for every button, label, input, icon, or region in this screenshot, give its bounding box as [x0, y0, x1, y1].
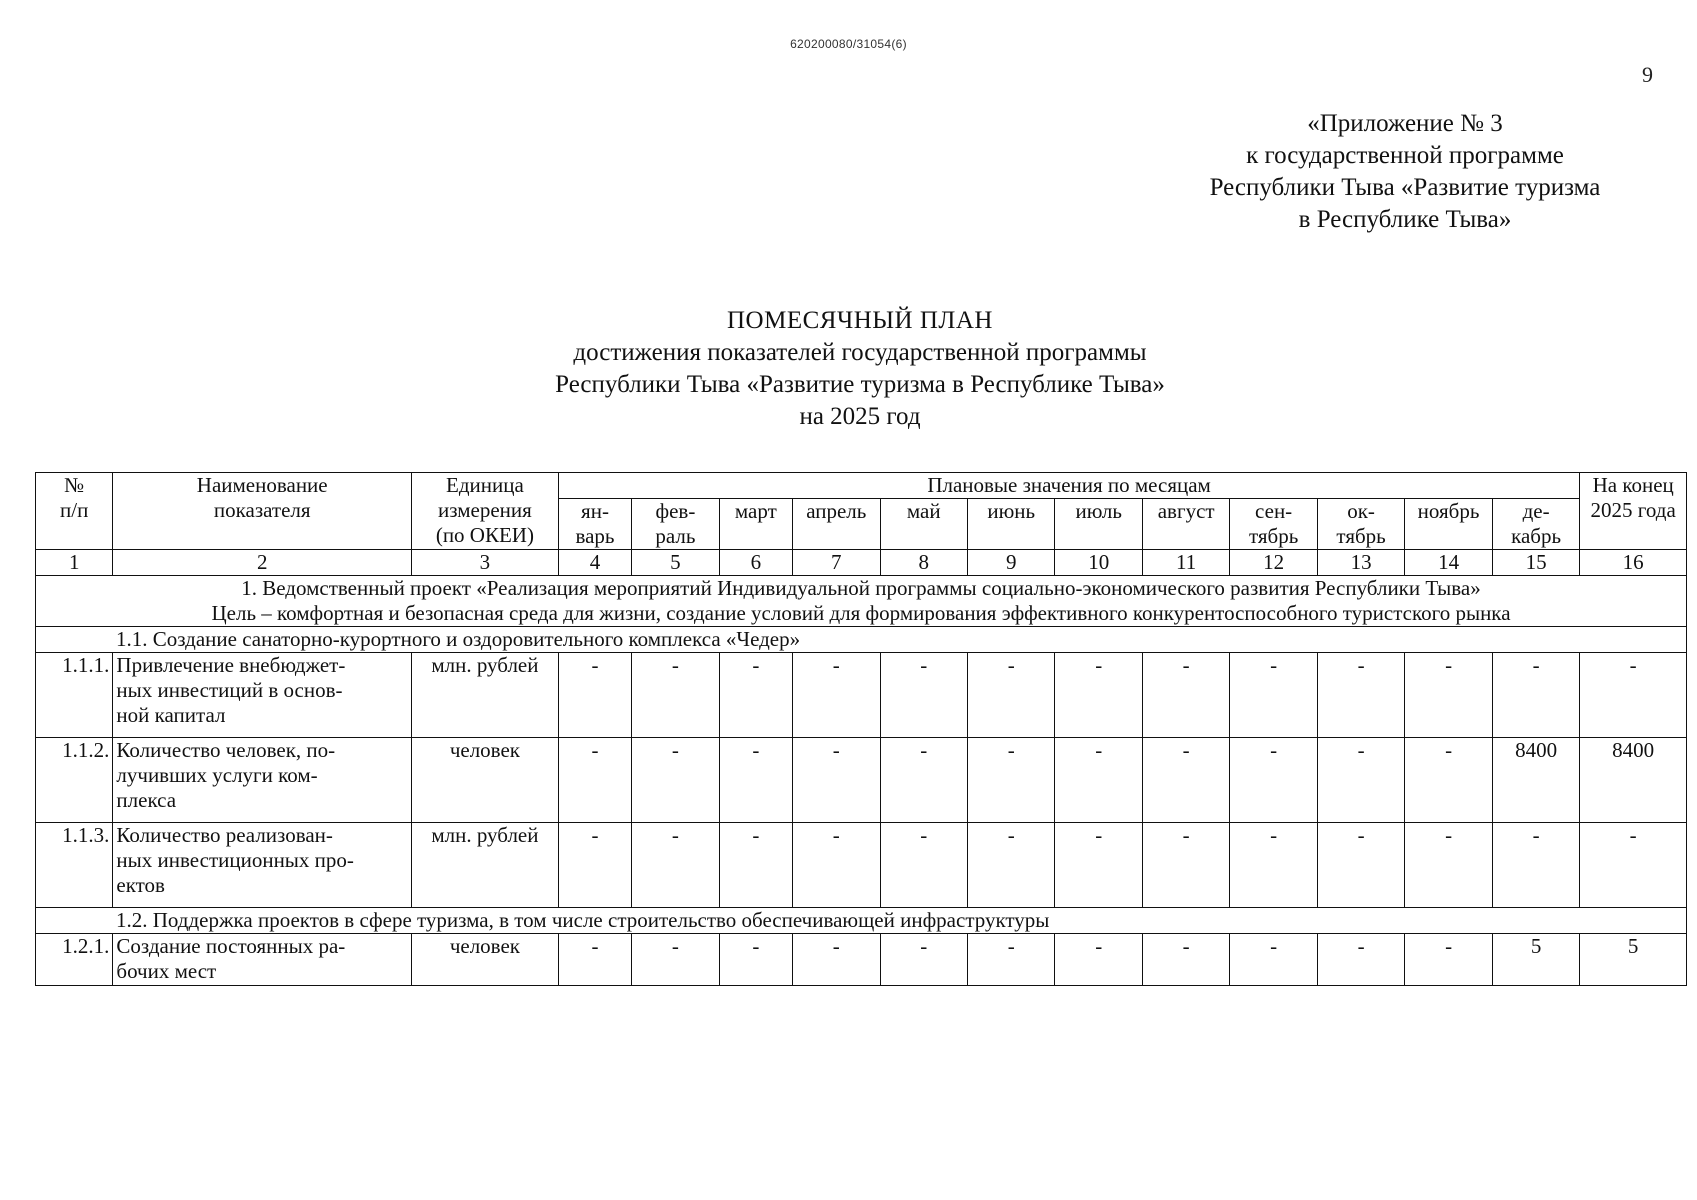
header-row — [36, 473, 1687, 499]
header-month-april: апрель — [793, 499, 880, 550]
value-october: - — [1317, 934, 1404, 986]
value-december: 8400 — [1492, 738, 1580, 823]
header-month-february: фев- раль — [632, 499, 719, 550]
subsection-row — [36, 627, 1687, 653]
value-february: - — [632, 934, 719, 986]
indicator-id: 1.2.1. — [36, 934, 113, 986]
section-row — [36, 576, 1687, 627]
annex-line: Республики Тыва «Развитие туризма — [1209, 174, 1601, 201]
indicator-row — [36, 934, 1687, 986]
value-november: - — [1405, 653, 1492, 738]
value-october: - — [1317, 738, 1404, 823]
column-number: 6 — [719, 550, 792, 576]
section-title: 1. Ведомственный проект «Реализация мероприятий Индивидуальной программы социально-экономического развития Республики Тыва» — [241, 576, 1481, 600]
value-december: - — [1492, 823, 1580, 908]
value-march: - — [719, 653, 792, 738]
column-number: 9 — [967, 550, 1054, 576]
column-number: 8 — [880, 550, 967, 576]
header-month-may: май — [880, 499, 967, 550]
header-month-july: июль — [1055, 499, 1142, 550]
value-september: - — [1230, 823, 1317, 908]
indicator-id: 1.1.1. — [36, 653, 113, 738]
title-line: достижения показателей государственной программы — [573, 339, 1147, 366]
header-month-november: ноябрь — [1405, 499, 1492, 550]
title-year: на 2025 год — [799, 403, 921, 430]
indicator-unit: млн. рублей — [412, 823, 559, 908]
value-august: - — [1142, 823, 1229, 908]
value-year-end: 8400 — [1580, 738, 1687, 823]
column-number: 7 — [793, 550, 880, 576]
value-september: - — [1230, 653, 1317, 738]
value-september: - — [1230, 738, 1317, 823]
indicator-name: Привлечение внебюджет- ных инвестиций в основ- ной капитал — [113, 653, 412, 738]
indicator-unit: человек — [412, 738, 559, 823]
annex-line: к государственной программе — [1246, 142, 1564, 169]
header-no: № п/п — [36, 473, 113, 550]
value-february: - — [632, 738, 719, 823]
value-may: - — [880, 653, 967, 738]
value-december: 5 — [1492, 934, 1580, 986]
value-march: - — [719, 823, 792, 908]
indicator-id: 1.1.3. — [36, 823, 113, 908]
value-october: - — [1317, 823, 1404, 908]
column-numbers-row — [36, 550, 1687, 576]
header-month-august: август — [1142, 499, 1229, 550]
subsection-heading: 1.1. Создание санаторно-курортного и оздоровительного комплекса «Чедер» — [36, 627, 1687, 653]
indicator-unit: млн. рублей — [412, 653, 559, 738]
value-april: - — [793, 823, 880, 908]
value-july: - — [1055, 823, 1142, 908]
value-march: - — [719, 738, 792, 823]
annex-line: «Приложение № 3 — [1307, 110, 1503, 137]
value-june: - — [967, 738, 1054, 823]
subsection-row — [36, 908, 1687, 934]
header-month-june: июнь — [967, 499, 1054, 550]
column-number: 10 — [1055, 550, 1142, 576]
value-october: - — [1317, 653, 1404, 738]
header-month-september: сен- тябрь — [1230, 499, 1317, 550]
value-july: - — [1055, 738, 1142, 823]
header-month-december: де- кабрь — [1492, 499, 1580, 550]
header-name: Наименование показателя — [113, 473, 412, 550]
value-january: - — [558, 653, 631, 738]
column-number: 1 — [36, 550, 113, 576]
monthly-plan-table — [35, 472, 1687, 986]
header-year-end: На конец 2025 года — [1580, 473, 1687, 550]
value-january: - — [558, 934, 631, 986]
value-february: - — [632, 823, 719, 908]
column-number: 5 — [632, 550, 719, 576]
value-may: - — [880, 823, 967, 908]
value-july: - — [1055, 653, 1142, 738]
header-month-march: март — [719, 499, 792, 550]
column-number: 16 — [1580, 550, 1687, 576]
column-number: 4 — [558, 550, 631, 576]
column-number: 12 — [1230, 550, 1317, 576]
value-december: - — [1492, 653, 1580, 738]
title-line: Республики Тыва «Развитие туризма в Республике Тыва» — [555, 371, 1165, 398]
header-month-october: ок- тябрь — [1317, 499, 1404, 550]
value-july: - — [1055, 934, 1142, 986]
value-march: - — [719, 934, 792, 986]
value-may: - — [880, 738, 967, 823]
value-january: - — [558, 738, 631, 823]
column-number: 3 — [412, 550, 559, 576]
annex-line: в Республике Тыва» — [1298, 206, 1512, 233]
column-number: 15 — [1492, 550, 1580, 576]
indicator-row — [36, 653, 1687, 738]
indicator-name: Количество реализован- ных инвестиционных про- ектов — [113, 823, 412, 908]
value-september: - — [1230, 934, 1317, 986]
indicator-row — [36, 738, 1687, 823]
header-unit: Единица измерения (по ОКЕИ) — [412, 473, 559, 550]
indicator-unit: человек — [412, 934, 559, 986]
value-november: - — [1405, 823, 1492, 908]
value-november: - — [1405, 934, 1492, 986]
value-year-end: 5 — [1580, 934, 1687, 986]
header-month-january: ян- варь — [558, 499, 631, 550]
title-main: ПОМЕСЯЧНЫЙ ПЛАН — [727, 307, 993, 334]
value-june: - — [967, 934, 1054, 986]
value-august: - — [1142, 738, 1229, 823]
indicator-id: 1.1.2. — [36, 738, 113, 823]
page-number: 9 — [1642, 62, 1653, 87]
value-april: - — [793, 738, 880, 823]
value-june: - — [967, 823, 1054, 908]
section-goal: Цель – комфортная и безопасная среда для жизни, создание условий для формирования эффективного конкурентоспособного туристского рынка — [211, 601, 1511, 625]
header-planned-values: Плановые значения по месяцам — [558, 473, 1580, 499]
value-year-end: - — [1580, 653, 1687, 738]
value-april: - — [793, 934, 880, 986]
document-code: 620200080/31054(6) — [790, 37, 907, 51]
section-heading — [36, 576, 1687, 627]
document-title — [420, 305, 1300, 433]
value-june: - — [967, 653, 1054, 738]
indicator-name: Создание постоянных ра- бочих мест — [113, 934, 412, 986]
value-november: - — [1405, 738, 1492, 823]
value-january: - — [558, 823, 631, 908]
value-may: - — [880, 934, 967, 986]
value-august: - — [1142, 934, 1229, 986]
column-number: 13 — [1317, 550, 1404, 576]
value-february: - — [632, 653, 719, 738]
column-number: 11 — [1142, 550, 1229, 576]
value-august: - — [1142, 653, 1229, 738]
subsection-heading: 1.2. Поддержка проектов в сфере туризма, в том числе строительство обеспечивающей инфраструктуры — [36, 908, 1687, 934]
indicator-name: Количество человек, по- лучивших услуги ком- плекса — [113, 738, 412, 823]
column-number: 14 — [1405, 550, 1492, 576]
value-year-end: - — [1580, 823, 1687, 908]
annex-heading — [1170, 108, 1640, 236]
indicator-row — [36, 823, 1687, 908]
column-number: 2 — [113, 550, 412, 576]
value-april: - — [793, 653, 880, 738]
